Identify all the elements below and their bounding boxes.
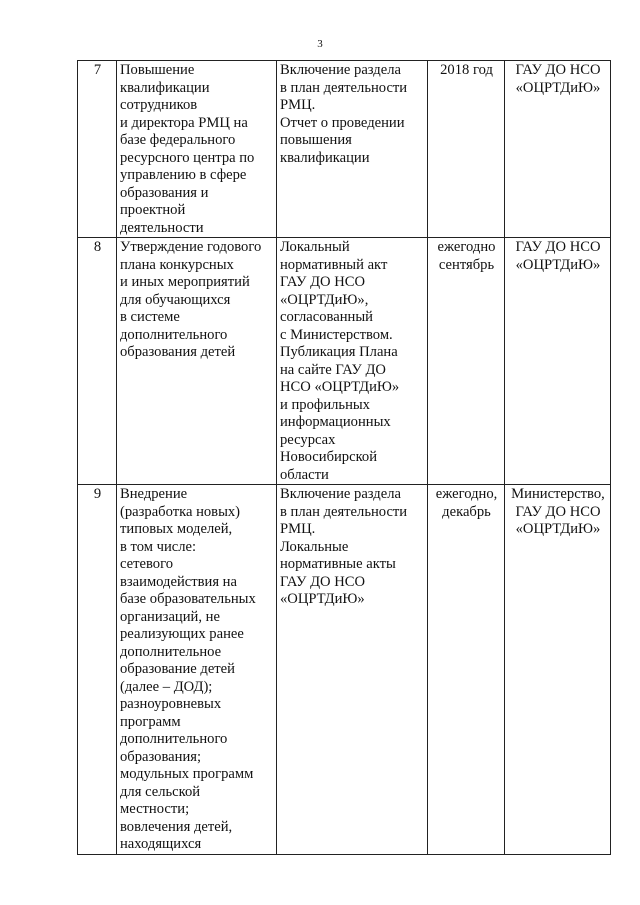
result-cell	[277, 238, 428, 485]
row-number-cell: 7	[78, 61, 117, 238]
cell-text-line: «ОЦРТДиЮ»	[515, 79, 601, 96]
cell-text-line: сетевого	[120, 556, 173, 572]
cell-text-line: базе образовательных	[120, 591, 256, 607]
cell-text-line: информационных	[280, 414, 391, 430]
cell-text-line: Новосибирской	[280, 449, 378, 465]
cell-text-line: согласованный	[280, 309, 373, 325]
cell-text-line: НСО «ОЦРТДиЮ»	[280, 379, 400, 395]
cell-text-line: (далее – ДОД);	[120, 678, 213, 695]
cell-text-line: деятельности	[120, 219, 204, 236]
cell-text-line: в том числе:	[120, 538, 197, 555]
cell-text-line: организаций, не	[120, 608, 220, 625]
cell-text-line: Министерство,	[511, 486, 605, 502]
cell-text-line: ГАУ ДО НСО	[515, 503, 601, 520]
cell-text-line: квалификации	[280, 149, 370, 166]
cell-text-line: проектной	[120, 202, 186, 218]
cell-text-line: РМЦ.	[280, 521, 316, 537]
cell-text-line: Отчет о проведении	[280, 114, 405, 131]
cell-text-line: с Министерством.	[280, 326, 393, 343]
cell-text-line: повышения	[280, 132, 352, 148]
cell-text-line: программ	[120, 713, 181, 730]
cell-text-line: Утверждение годового	[120, 239, 262, 255]
cell-text-line: взаимодействия на	[120, 573, 237, 590]
cell-text-line: и директора РМЦ на	[120, 114, 248, 131]
table-row	[78, 61, 611, 238]
cell-text-line: образования и	[120, 184, 209, 201]
cell-text-line: дополнительного	[120, 326, 228, 343]
cell-text-line: находящихся	[120, 836, 202, 852]
responsible-cell	[505, 61, 611, 238]
cell-text-line: ежегодно	[437, 239, 496, 255]
cell-text-line: местности;	[120, 801, 190, 817]
plan-table	[77, 60, 611, 855]
cell-text-line: модульных программ	[120, 766, 254, 782]
cell-text-line: реализующих ранее	[120, 626, 244, 642]
cell-text-line: ресурсах	[280, 431, 336, 448]
cell-text-line: ГАУ ДО НСО	[280, 274, 366, 290]
cell-text-line: в план деятельности	[280, 79, 408, 96]
cell-text-line: нормативный акт	[280, 256, 388, 273]
activity-name-cell	[117, 61, 277, 238]
cell-text-line: «ОЦРТДиЮ»	[515, 256, 601, 273]
cell-text-line: Включение раздела	[280, 486, 401, 502]
cell-text-line: вовлечения детей,	[120, 818, 233, 835]
row-number-cell: 8	[78, 238, 117, 485]
cell-text-line: разноуровневых	[120, 696, 222, 712]
cell-text-line: типовых моделей,	[120, 521, 233, 537]
cell-text-line: в план деятельности	[280, 503, 408, 520]
responsible-cell	[505, 238, 611, 485]
deadline-cell	[428, 61, 505, 238]
responsible-cell	[505, 485, 611, 855]
cell-text-line: образования детей	[120, 344, 236, 360]
cell-text-line: ГАУ ДО НСО	[515, 239, 601, 255]
cell-text-line: Локальные	[280, 538, 349, 555]
cell-text-line: квалификации	[120, 79, 210, 96]
result-cell	[277, 61, 428, 238]
cell-text-line: управлению в сфере	[120, 167, 247, 183]
cell-text-line: в системе	[120, 309, 180, 325]
table-row	[78, 238, 611, 485]
cell-text-line: и иных мероприятий	[120, 274, 250, 290]
cell-text-line: сотрудников	[120, 97, 198, 113]
cell-text-line: образование детей	[120, 661, 235, 677]
cell-text-line: образования;	[120, 748, 202, 765]
table-row	[78, 485, 611, 855]
cell-text-line: нормативные акты	[280, 556, 396, 572]
cell-text-line: «ОЦРТДиЮ»	[515, 521, 601, 537]
cell-text-line: Включение раздела	[280, 62, 401, 78]
cell-text-line: Повышение	[120, 62, 195, 78]
cell-text-line: Локальный	[280, 239, 350, 255]
cell-text-line: (разработка новых)	[120, 503, 241, 520]
cell-text-line: «ОЦРТДиЮ»	[280, 591, 365, 607]
cell-text-line: для сельской	[120, 783, 201, 800]
activity-name-cell	[117, 238, 277, 485]
cell-text-line: на сайте ГАУ ДО	[280, 361, 386, 378]
row-number-cell: 9	[78, 485, 117, 855]
cell-text-line: Публикация Плана	[280, 344, 398, 360]
cell-text-line: базе федерального	[120, 132, 236, 148]
cell-text-line: ресурсного центра по	[120, 149, 255, 166]
cell-text-line: Внедрение	[120, 486, 188, 502]
cell-text-line: ГАУ ДО НСО	[280, 573, 366, 590]
cell-text-line: ежегодно,	[435, 486, 498, 502]
cell-text-line: РМЦ.	[280, 97, 316, 113]
cell-text-line: дополнительное	[120, 643, 222, 660]
deadline-cell	[428, 238, 505, 485]
cell-text-line: 2018 год	[440, 62, 493, 78]
cell-text-line: области	[280, 466, 329, 483]
result-cell	[277, 485, 428, 855]
cell-text-line: дополнительного	[120, 731, 228, 747]
cell-text-line: и профильных	[280, 396, 370, 413]
cell-text-line: «ОЦРТДиЮ»,	[280, 291, 369, 308]
page-number: 3	[317, 38, 323, 50]
cell-text-line: для обучающихся	[120, 291, 231, 308]
cell-text-line: сентябрь	[438, 256, 495, 273]
cell-text-line: декабрь	[442, 503, 491, 520]
cell-text-line: плана конкурсных	[120, 256, 234, 273]
activity-name-cell	[117, 485, 277, 855]
deadline-cell	[428, 485, 505, 855]
cell-text-line: ГАУ ДО НСО	[515, 62, 601, 78]
